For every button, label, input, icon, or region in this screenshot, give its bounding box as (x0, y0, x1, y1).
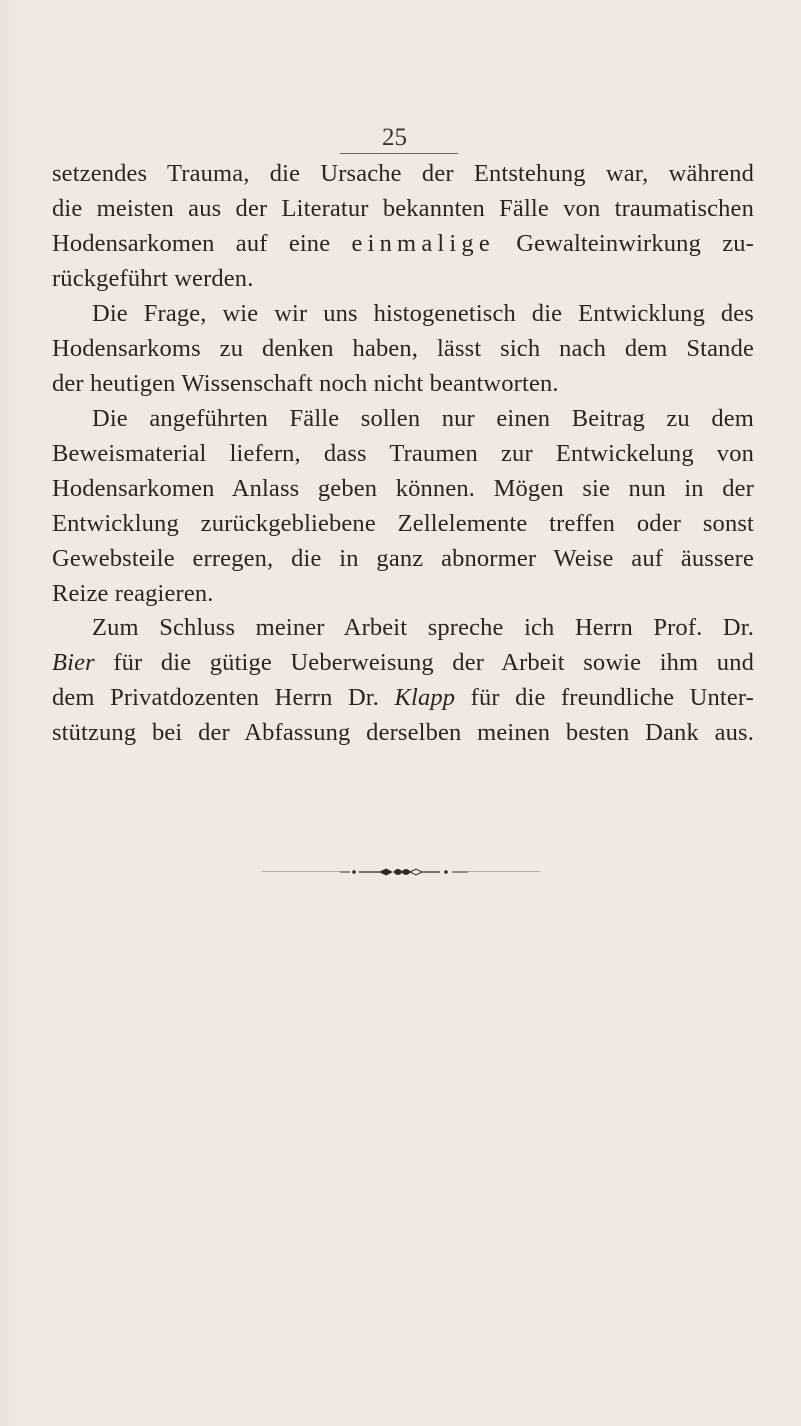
text-line: Hodensarkoms zu denken haben, lässt sich nach dem Stande (52, 335, 754, 362)
name-bier: Bier (52, 649, 95, 676)
text-segment: Hodensarkomen auf eine (52, 230, 352, 257)
ornament-rule-right (468, 871, 540, 872)
text-line: Gewebsteile erregen, die in ganz abnormer Weise auf äussere (52, 545, 754, 572)
paragraph-2 (52, 296, 754, 401)
text-line: der heutigen Wissenschaft noch nicht beantworten. (52, 370, 559, 397)
closing-ornament-icon (340, 867, 468, 877)
paragraph-3 (52, 401, 754, 611)
text-segment: dem Privatdozenten Herrn Dr. (52, 684, 395, 711)
text-line: setzendes Trauma, die Ursache der Entstehung war, während (52, 160, 754, 187)
text-line: Hodensarkomen Anlass geben können. Mögen sie nun in der (52, 475, 754, 502)
text-line: Reize reagieren. (52, 580, 214, 607)
paragraph-4 (52, 610, 754, 750)
text-line: Die Frage, wie wir uns histogenetisch die Entwicklung des (92, 300, 754, 327)
text-line (52, 680, 754, 715)
text-line: Zum Schluss meiner Arbeit spreche ich Herrn Prof. Dr. (92, 614, 754, 641)
text-line: Entwicklung zurückgebliebene Zellelemente treffen oder sonst (52, 510, 754, 537)
text-line (52, 226, 754, 261)
ornament-rule-left (262, 871, 340, 872)
text-line (52, 645, 754, 680)
text-line: stützung bei der Abfassung derselben meinen besten Dank aus. (52, 719, 754, 746)
emphasis-spaced: einmalige (351, 230, 495, 257)
page-number: 25 (382, 124, 407, 151)
text-line: Die angeführten Fälle sollen nur einen Beitrag zu dem (92, 405, 754, 432)
page-number-rule (340, 153, 458, 154)
name-klapp: Klapp (394, 684, 456, 711)
text-segment: für die gütige Ueberweisung der Arbeit sowie ihm und (94, 649, 754, 676)
text-line: Beweismaterial liefern, dass Traumen zur Entwickelung von (52, 440, 754, 467)
text-line: die meisten aus der Literatur bekannten Fälle von traumatischen (52, 195, 754, 222)
text-segment: für die freundliche Unter- (455, 684, 754, 711)
text-line: rückgeführt werden. (52, 265, 254, 292)
paragraph-1 (52, 156, 754, 296)
text-segment: Gewalteinwirkung zu- (494, 230, 754, 257)
